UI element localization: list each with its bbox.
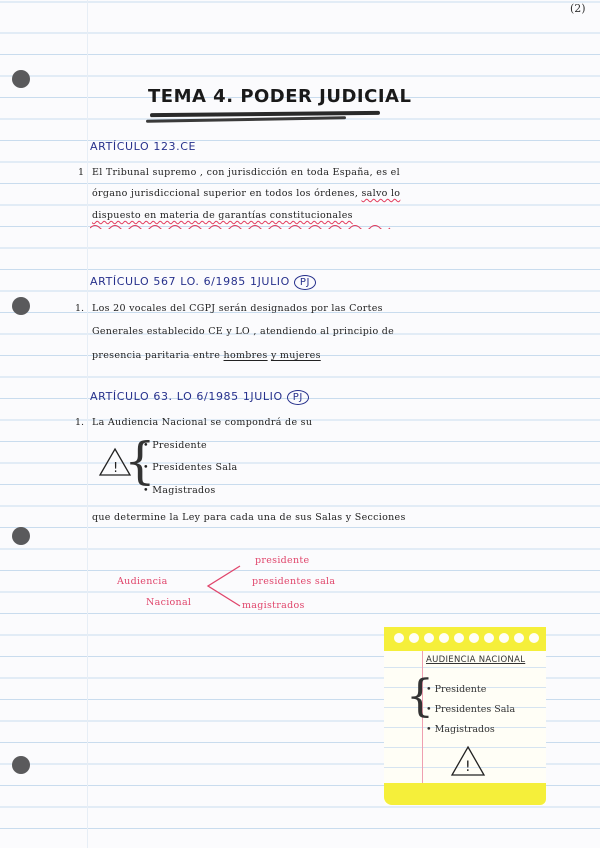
- section1-line-2: órgano jurisdiccional superior en todos los órdenes, salvo lo: [92, 188, 401, 199]
- title-underline: [146, 116, 346, 122]
- note-hole: [424, 633, 434, 643]
- note-item-3: • Magistrados: [426, 724, 495, 735]
- page-number: (2): [570, 2, 586, 15]
- section2-line-1: Los 20 vocales del CGPJ serán designados por las Cortes: [92, 303, 383, 314]
- section1-line-3: dispuesto en materia de garantías constitucionales: [92, 210, 353, 221]
- note-hole: [499, 633, 509, 643]
- section3-number: 1.: [75, 417, 85, 428]
- section1-heading: ARTÍCULO 123.CE: [90, 140, 197, 153]
- section2-heading: ARTÍCULO 567 LO. 6/1985 1JULIO PJ: [90, 275, 316, 290]
- section3-heading: ARTÍCULO 63. LO 6/1985 1JULIO PJ: [90, 390, 309, 405]
- section1-number: 1: [78, 167, 85, 178]
- svg-text:!: !: [113, 461, 119, 476]
- diagram-right-1: presidente: [255, 555, 310, 566]
- diagram-left-2: Nacional: [146, 597, 192, 608]
- note-title: AUDIENCIA NACIONAL: [426, 655, 526, 665]
- page-title: TEMA 4. PODER JUDICIAL: [148, 86, 412, 107]
- note-brace: {: [406, 671, 434, 722]
- binder-hole: [12, 756, 30, 774]
- red-wavy-underline: [90, 223, 400, 229]
- section3-item-2: • Presidentes Sala: [143, 462, 238, 473]
- section3-item-3: • Magistrados: [143, 485, 216, 496]
- note-hole: [394, 633, 404, 643]
- section3-item-1: • Presidente: [143, 440, 207, 451]
- margin-line: [87, 0, 88, 848]
- section2-number: 1.: [75, 303, 85, 314]
- note-hole: [529, 633, 539, 643]
- section2-line-3: presencia paritaria entre hombres y mujeres: [92, 350, 321, 361]
- note-hole: [484, 633, 494, 643]
- note-header-strip: [384, 627, 546, 651]
- note-rule: [384, 667, 546, 668]
- note-item-2: • Presidentes Sala: [426, 704, 516, 715]
- highlight-salvo-lo: salvo lo: [361, 188, 401, 199]
- section3-outro: que determine la Ley para cada una de sus Salas y Secciones: [92, 512, 406, 523]
- note-hole: [514, 633, 524, 643]
- section2-line-2: Generales establecido CE y LO , atendiendo al principio de: [92, 326, 395, 337]
- diagram-arrow: [204, 562, 244, 610]
- brace: {: [124, 432, 156, 490]
- sticky-note: [384, 627, 546, 805]
- pj-badge: PJ: [294, 275, 316, 290]
- svg-text:!: !: [465, 759, 471, 775]
- note-item-1: • Presidente: [426, 684, 487, 695]
- binder-hole: [12, 70, 30, 88]
- note-footer-strip: [384, 783, 546, 805]
- section3-intro: La Audiencia Nacional se compondrá de su: [92, 417, 313, 428]
- diagram-left-1: Audiencia: [117, 576, 168, 587]
- note-hole: [454, 633, 464, 643]
- note-hole: [469, 633, 479, 643]
- note-hole: [439, 633, 449, 643]
- binder-hole: [12, 297, 30, 315]
- warning-icon: [450, 745, 486, 777]
- pj-badge: PJ: [287, 390, 309, 405]
- note-hole: [409, 633, 419, 643]
- diagram-right-2: presidentes sala: [252, 576, 336, 587]
- diagram-right-3: magistrados: [242, 600, 305, 611]
- section1-line-1: El Tribunal supremo , con jurisdicción en toda España, es el: [92, 167, 400, 178]
- binder-hole: [12, 527, 30, 545]
